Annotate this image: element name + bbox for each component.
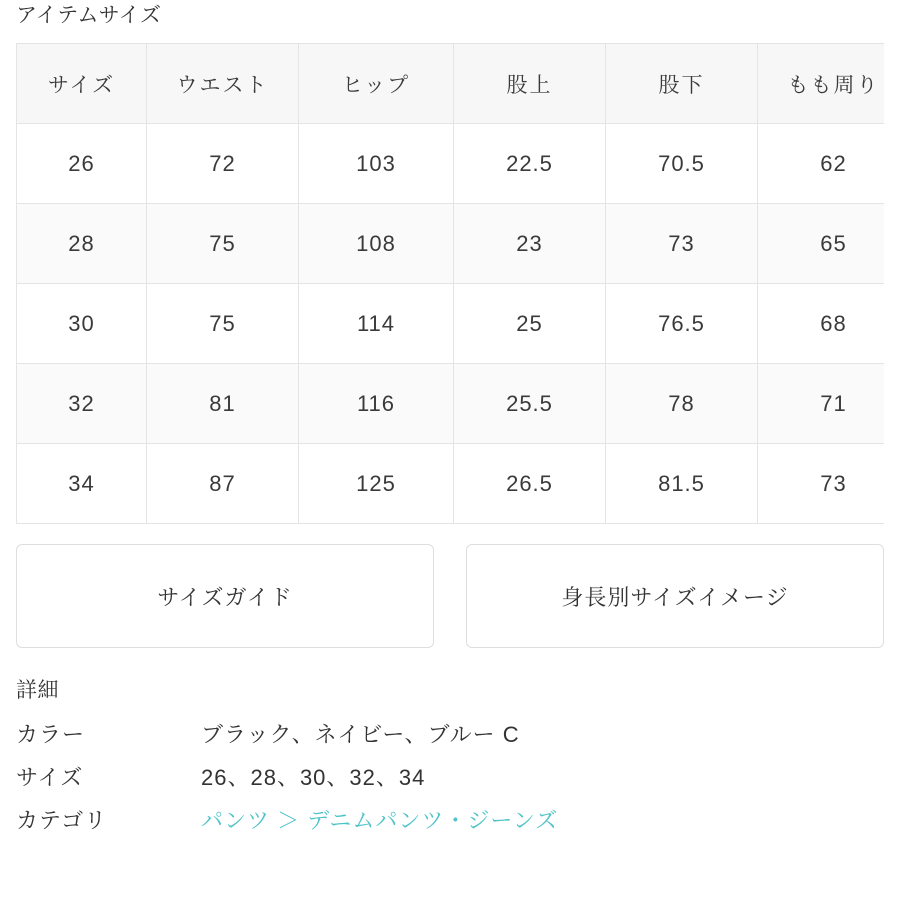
detail-label-category: カテゴリ [16,808,108,833]
details-title: 詳細 [16,679,59,702]
cell-hip: 125 [299,444,454,524]
size-table-container [16,43,884,524]
size-guide-button-row [16,544,884,648]
column-header-hip: ヒップ [299,44,454,124]
cell-thigh: 73 [758,444,885,524]
size-table-body [17,124,885,524]
table-row [17,124,885,204]
column-header-size: サイズ [17,44,147,124]
cell-waist: 75 [147,284,299,364]
detail-label-color: カラー [16,722,86,747]
cell-waist: 81 [147,364,299,444]
column-header-inseam: 股下 [606,44,758,124]
detail-row-size [16,761,884,792]
cell-hip: 103 [299,124,454,204]
cell-thigh: 62 [758,124,885,204]
detail-value-category-link[interactable]: パンツ ＞ デニムパンツ・ジーンズ [201,808,559,833]
cell-inseam: 73 [606,204,758,284]
cell-size: 34 [17,444,147,524]
size-table-head [17,44,885,124]
detail-label-size: サイズ [16,765,84,790]
table-row [17,284,885,364]
table-header-row [17,44,885,124]
cell-thigh: 65 [758,204,885,284]
cell-rise: 23 [454,204,606,284]
cell-size: 26 [17,124,147,204]
cell-rise: 25.5 [454,364,606,444]
cell-hip: 114 [299,284,454,364]
cell-waist: 72 [147,124,299,204]
table-row [17,444,885,524]
table-row [17,204,885,284]
height-size-image-button[interactable]: 身長別サイズイメージ [466,544,884,648]
cell-rise: 25 [454,284,606,364]
cell-inseam: 81.5 [606,444,758,524]
detail-row-color [16,718,884,749]
details-section [16,676,884,835]
detail-value-color: ブラック、ネイビー、ブルー C [201,722,520,747]
column-header-waist: ウエスト [147,44,299,124]
cell-size: 32 [17,364,147,444]
cell-thigh: 71 [758,364,885,444]
column-header-rise: 股上 [454,44,606,124]
column-header-thigh: もも周り [758,44,885,124]
table-row [17,364,885,444]
detail-value-size: 26、28、30、32、34 [201,765,426,790]
detail-row-category [16,804,884,835]
cell-hip: 108 [299,204,454,284]
cell-hip: 116 [299,364,454,444]
cell-thigh: 68 [758,284,885,364]
cell-inseam: 78 [606,364,758,444]
cell-size: 28 [17,204,147,284]
page-title: アイテムサイズ [16,4,162,27]
cell-inseam: 76.5 [606,284,758,364]
cell-size: 30 [17,284,147,364]
size-guide-button[interactable]: サイズガイド [16,544,434,648]
cell-rise: 26.5 [454,444,606,524]
cell-inseam: 70.5 [606,124,758,204]
cell-waist: 75 [147,204,299,284]
cell-waist: 87 [147,444,299,524]
cell-rise: 22.5 [454,124,606,204]
item-size-table [16,43,884,524]
